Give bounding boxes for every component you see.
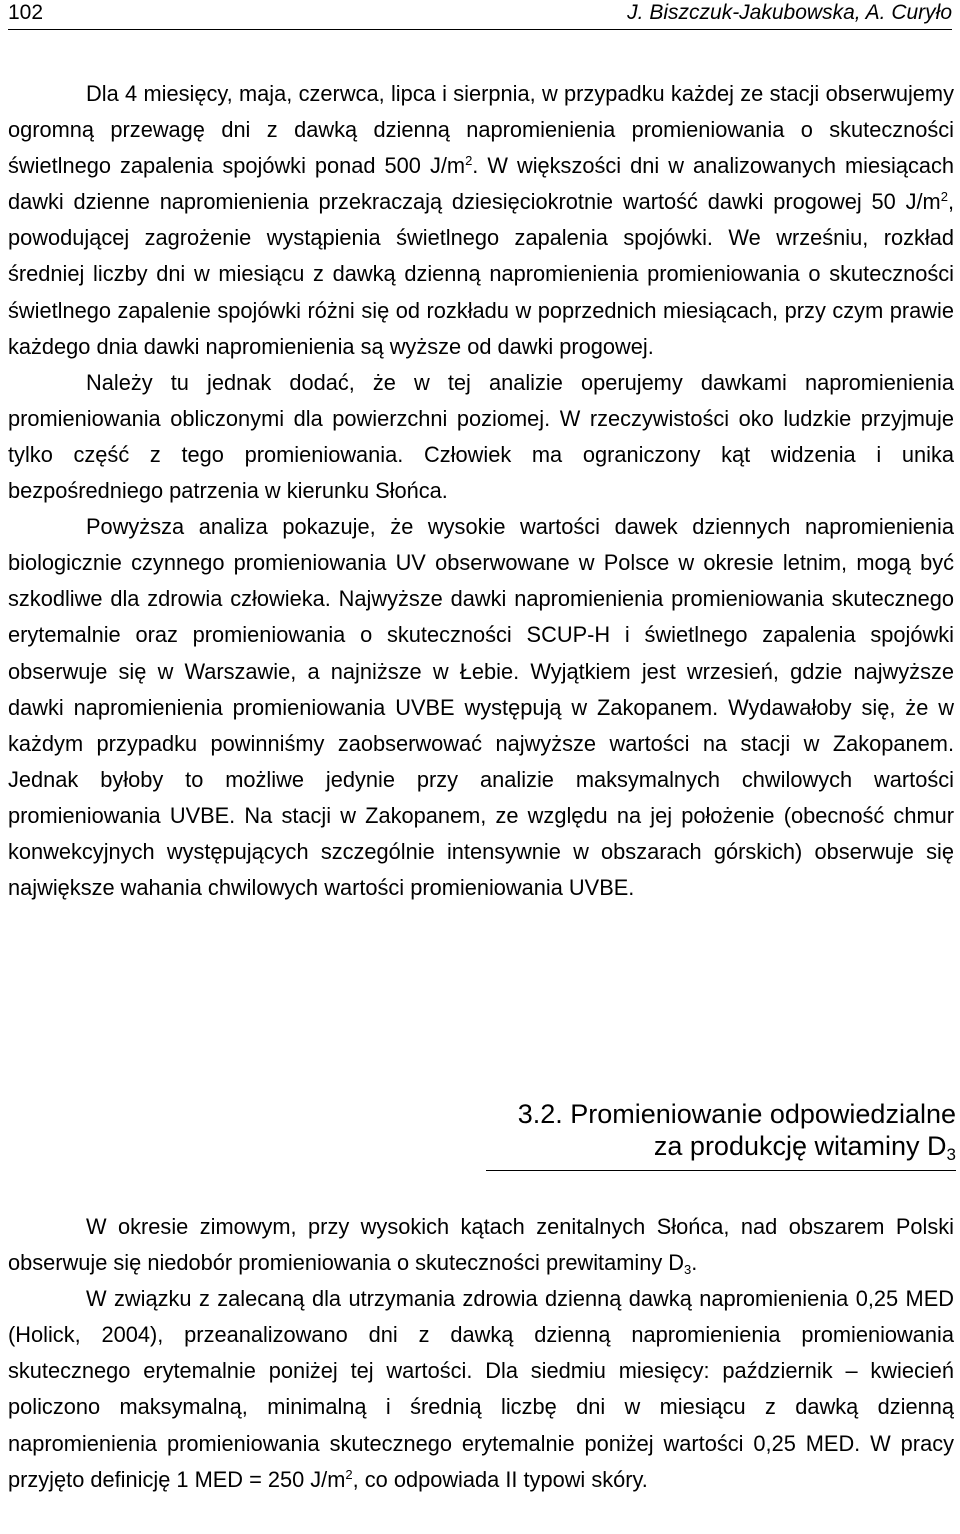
paragraph-analysis-summary: Powyższa analiza pokazuje, że wysokie wartości dawek dziennych napromienienia biologicznie czynnego promieniowania UV obserwowane w Polsce w okresie letnim, mogą być szkodliwe dla zdrowia człowieka. Najwyższe dawki napromienienia promieniowania skutecznego erytemalnie oraz promieniowania o skuteczności SCUP-H i świetlnego zapalenia spojówki obserwuje się w Warszawie, a najniższe w Łebie. Wyjątkiem jest wrzesień, gdzie najwyższe dawki napromienienia promieniowania UVBE występują w Zakopanem. Wydawałoby się, że w każdym przypadku powinniśmy zaobserwować najwyższe wartości na stacji w Zakopanem. Jednak byłoby to możliwe jedynie przy analizie maksymalnych chwilowych wartości promieniowania UVBE. Na stacji w Zakopanem, ze względu na jej położenie (obecność chmur konwekcyjnych występujących szczególnie intensywnie w obszarach górskich) obserwuje się największe wahania chwilowych wartości promieniowania UVBE. (8, 514, 954, 901)
page-header (8, 0, 952, 30)
text-span: W związku z zalecaną dla utrzymania zdrowia dzienną dawką napromienienia 0,25 MED (Holick, 2004), przeanalizowano dni z dawką dzienną napromienienia promieniowania skutecznego erytemalnie poniżej tej wartości. Dla siedmiu miesięcy: październik – kwiecień policzono maksymalną, minimalną i średnią liczbę dni w miesiącu z dawką dzienną napromienienia promieniowania skutecznego erytemalnie poniżej wartości 0,25 MED. W pracy przyjęto definicję 1 MED = 250 J/m (8, 1286, 954, 1492)
paragraph-winter-deficit (8, 1209, 954, 1281)
text-span: Dla 4 miesięcy, maja, czerwca, lipca i sierpnia, w przypadku każdej ze stacji obserwujemy ogromną przewagę dni z dawką dzienną napromienienia promieniowania o skuteczności świetlnego zapalenia spojówki ponad 500 J/m (8, 81, 954, 179)
subscript: 3 (684, 1262, 692, 1278)
paragraph-summer-doses (8, 76, 954, 365)
body-text-block-2 (8, 1209, 954, 1498)
running-head-authors: J. Biszczuk-Jakubowska, A. Curyło (627, 1, 952, 24)
text-span: , powodującej zagrożenie wystąpienia świetlnego zapalenia spojówki. We wrześniu, rozkład średniej liczby dni w miesiącu z dawką dzienną napromienienia promieniowania o skuteczności świetlnego zapalenie spojówki różni się od rozkładu w poprzednich miesiącach, przy czym prawie każdego dnia dawki napromienienia są wyższe od dawki progowej. (8, 189, 954, 359)
page-number: 102 (8, 1, 44, 24)
paragraph-med-definition (8, 1281, 954, 1498)
section-heading (400, 1098, 956, 1162)
text-span: W okresie zimowym, przy wysokich kątach zenitalnych Słońca, nad obszarem Polski obserwuje się niedobór promieniowania o skuteczności prewitaminy D (8, 1214, 954, 1276)
section-heading-rule (486, 1170, 956, 1171)
text-span: za produkcję witaminy D (653, 1131, 947, 1161)
body-text-block-1 (8, 76, 954, 906)
text-span: . (691, 1250, 698, 1276)
paragraph-horizontal-surface-note: Należy tu jednak dodać, że w tej analizie operujemy dawkami napromienienia promieniowania obliczonymi dla powierzchni poziomej. W rzeczywistości oko ludzkie przyjmuje tylko część z tego promieniowania. Człowiek ma ograniczony kąt widzenia i unika bezpośredniego patrzenia w kierunku Słońca. (8, 369, 954, 504)
subscript: 3 (946, 1145, 956, 1164)
superscript: 2 (345, 1466, 353, 1482)
text-span: . W większości dni w analizowanych miesiącach dawki dzienne napromienienia przekraczają dziesięciokrotnie wartość dawki progowej 50 J/m (8, 153, 954, 215)
superscript: 2 (940, 189, 948, 205)
section-heading-line-1: 3.2. Promieniowanie odpowiedzialne (517, 1099, 956, 1129)
text-span: , co odpowiada II typowi skóry. (352, 1466, 648, 1492)
section-heading-line-2 (400, 1130, 956, 1162)
superscript: 2 (465, 153, 473, 169)
